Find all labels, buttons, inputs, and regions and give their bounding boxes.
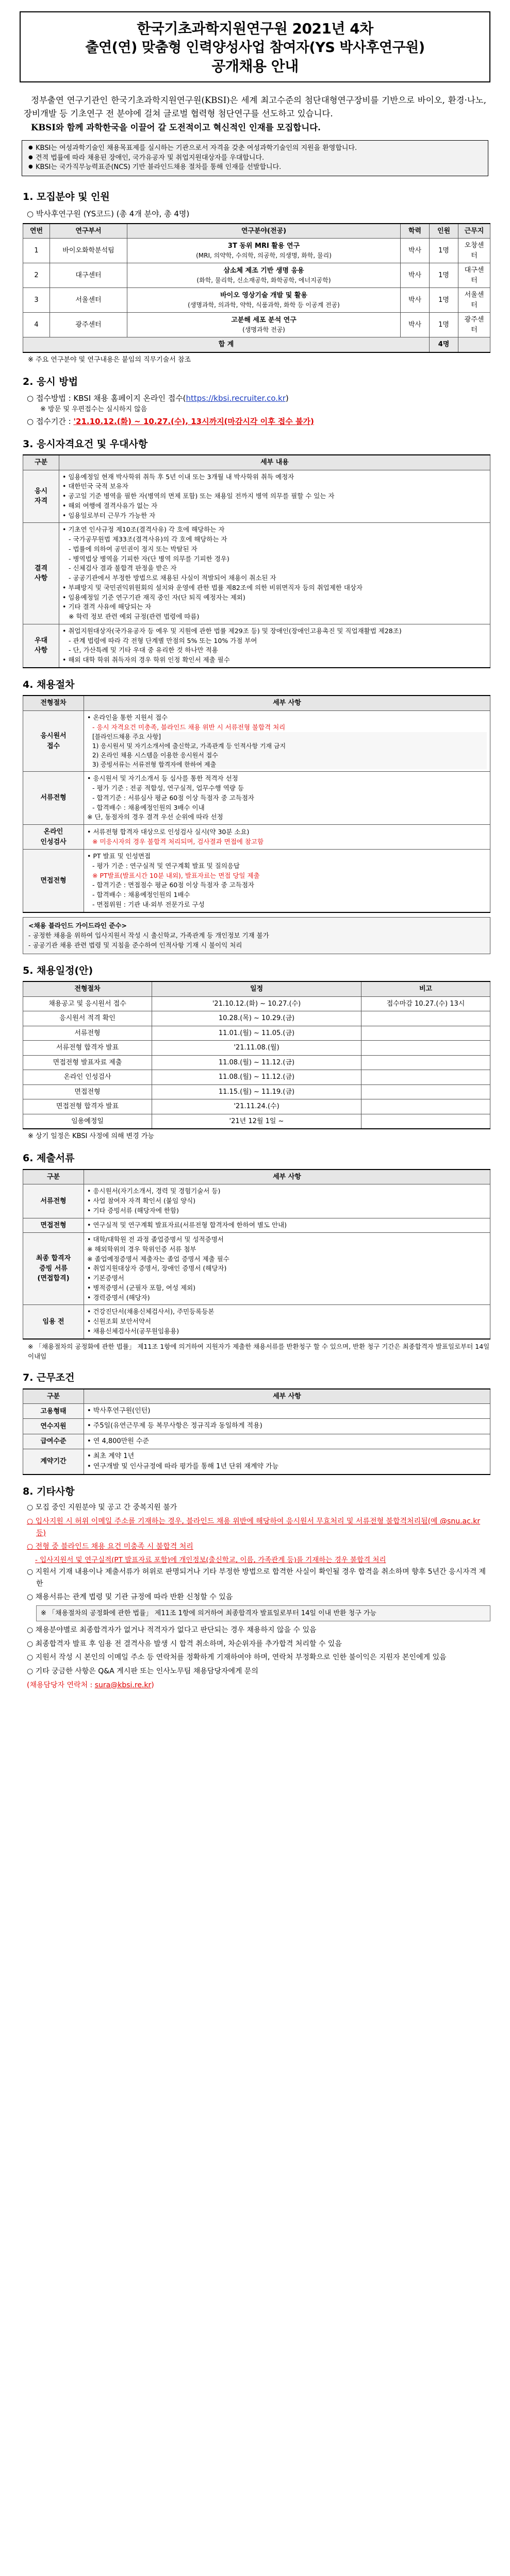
detail-line: - 평가 기준 : 연구실적 및 연구계획 발표 및 질의응답	[92, 861, 240, 870]
row-field: 3T 동위 MRI 활용 연구	[227, 242, 300, 250]
col-header: 학력	[401, 224, 430, 239]
schedule-note	[361, 1084, 490, 1099]
detail-line: • 온라인을 통한 지원서 접수	[87, 713, 168, 721]
col-header: 세부 사항	[84, 1389, 490, 1404]
contact-label: (채용담당자 연락처 :	[27, 1681, 95, 1689]
row-details	[59, 523, 490, 624]
table-row	[23, 263, 490, 288]
apply-method-text: ○ 접수방법 : KBSI 채용 홈페이지 온라인 접수(	[27, 394, 186, 403]
schedule-row	[23, 1026, 490, 1041]
schedule-note	[361, 1041, 490, 1056]
schedule-note	[361, 1070, 490, 1085]
row-details	[59, 470, 490, 523]
schedule-note	[361, 1055, 490, 1070]
row-details	[59, 624, 490, 668]
schedule-row	[23, 1084, 490, 1099]
detail-line: - 합격배수 : 채용예정인원의 3배수 이내	[92, 803, 205, 811]
row-department: 대구센터	[50, 263, 127, 288]
table-row	[23, 1449, 490, 1475]
intro-paragraph	[20, 94, 490, 135]
etc-item: ○ 채용서류는 관계 법령 및 기관 규정에 따라 반환 신청할 수 있음	[27, 1593, 233, 1602]
detail-line: • 해외 여행에 결격사유가 없는 자	[62, 501, 158, 510]
etc-item: ○ 지원서 기재 내용이나 제출서류가 허위로 판명되거나 기타 부정한 방법으로 합격한 사실이 확인될 경우 합격을 취소하며 향후 5년간 응시자격 제한	[27, 1568, 486, 1588]
detail-line: ※ PT발표(발표시간 10분 내외), 발표자료는 면접 당일 제출	[92, 871, 260, 879]
detail-line: - 신체검사 결과 불합격 판정을 받은 자	[69, 564, 177, 572]
schedule-date: '21년 12월 1일 ~	[152, 1114, 361, 1129]
detail-line: • 건강진단서(채용신체검사서), 주민등록등본	[87, 1308, 215, 1316]
row-field-cell	[127, 313, 401, 337]
row-field-cell	[127, 263, 401, 288]
etc-item: ○ 최종합격자 발표 후 임용 전 결격사유 발생 시 합격 취소하며, 차순위자를 추가합격 처리할 수 있음	[27, 1639, 342, 1648]
row-field-cell	[127, 239, 401, 263]
table-row	[23, 470, 490, 523]
detail-line: - 합격배수 : 채용예정인원의 1배수	[92, 891, 190, 899]
col-header: 세부 사항	[84, 696, 490, 710]
row-details	[84, 850, 490, 912]
row-category: 최종 합격자 증빙 서류 (면접합격)	[23, 1233, 84, 1305]
schedule-note	[361, 1011, 490, 1026]
row-category: 결격 사항	[23, 523, 59, 624]
detail-line: • 임용예정일 기준 연구기관 재직 중인 자(단 퇴직 예정자는 제외)	[62, 593, 245, 601]
row-details: • 주5일(유연근무제 등 복무사항은 정규직과 동일하게 적용)	[84, 1419, 490, 1434]
table-row	[23, 710, 490, 772]
table-row	[23, 1218, 490, 1233]
detail-line: • 사업 참여자 자격 확인서 (붙임 양식)	[87, 1197, 196, 1205]
row-category: 급여수준	[23, 1434, 84, 1449]
procedure-table	[23, 695, 490, 912]
contact-tail: )	[151, 1681, 154, 1689]
row-field-major: (생명과학 전공)	[242, 326, 285, 334]
apply-period-value: '21.10.12.(화) ~ 10.27.(수), 13시까지(마감시각 이후 접수 불가)	[73, 416, 314, 426]
recruit-site-link[interactable]: https://kbsi.recruiter.co.kr	[186, 394, 286, 403]
col-header: 세부 사항	[84, 1170, 490, 1184]
table-row	[23, 288, 490, 313]
table-row	[23, 850, 490, 912]
detail-line: • 기본증명서	[87, 1274, 124, 1282]
schedule-step: 채용공고 및 응시원서 접수	[23, 996, 152, 1011]
row-category: 고용형태	[23, 1404, 84, 1419]
section-title-apply-method: 2. 응시 방법	[23, 376, 78, 387]
etc-item: ○ 채용분야별로 최종합격자가 없거나 적격자가 없다고 판단되는 경우 채용하지 않을 수 있음	[27, 1626, 317, 1635]
row-field-major: (생명과학, 의과학, 약학, 식품과학, 화학 등 이공계 전공)	[188, 301, 340, 309]
table-row	[23, 825, 490, 850]
total-value: 4명	[430, 337, 458, 352]
table-row	[23, 1419, 490, 1434]
row-details	[84, 825, 490, 850]
table-row	[23, 1434, 490, 1449]
blind-guideline-title: <채용 블라인드 가이드라인 준수>	[28, 921, 127, 929]
table-row	[23, 1184, 490, 1218]
etc-item: ○ 지원서 작성 시 본인의 이메일 주소 등 연락처를 정확하게 기재하여야 하며, 연락처 부정확으로 인한 불이익은 지원자 본인에게 있음	[27, 1653, 447, 1662]
detail-line: ※ 해외학위의 경우 학위인증 서류 첨부	[87, 1245, 196, 1253]
col-header: 세부 내용	[59, 455, 490, 470]
row-details	[84, 1184, 490, 1218]
detail-line: - 합격기준 : 서류심사 평균 60점 이상 득점자 중 고득점자	[92, 793, 254, 802]
section-title-etc: 8. 기타사항	[23, 1485, 75, 1497]
qualification-table	[23, 454, 490, 668]
total-label: 합 계	[23, 337, 430, 352]
row-details	[84, 1233, 490, 1305]
schedule-row	[23, 1041, 490, 1056]
schedule-step: 면접전형 합격자 발표	[23, 1099, 152, 1114]
row-details: • 연 4,800만원 수준	[84, 1434, 490, 1449]
apply-method-line	[20, 392, 490, 404]
col-header: 인원	[430, 224, 458, 239]
row-category: 임용 전	[23, 1305, 84, 1339]
apply-period-label: ○ 접수기간 :	[27, 416, 74, 426]
row-field: 삼소체 제조 기반 생명 응용	[223, 266, 304, 275]
schedule-note: ※ 상기 일정은 KBSI 사정에 의해 변경 가능	[28, 1132, 154, 1141]
schedule-date: 10.28.(목) ~ 10.29.(금)	[152, 1011, 361, 1026]
detail-line: - 면접위원 : 기관 내·외부 전문가로 구성	[92, 900, 205, 908]
schedule-step: 서류전형	[23, 1026, 152, 1041]
row-category: 응시원서 접수	[23, 710, 84, 772]
row-education: 박사	[401, 239, 430, 263]
row-details	[84, 710, 490, 772]
detail-line: • 경력증명서 (해당자)	[87, 1293, 150, 1301]
section-title-procedure: 4. 채용절차	[23, 679, 75, 690]
detail-line: • 응시원서 및 자기소개서 등 심사를 통한 적격자 선정	[87, 774, 238, 783]
row-number: 2	[23, 263, 50, 288]
col-header: 구분	[23, 1170, 84, 1184]
row-category: 우대 사항	[23, 624, 59, 668]
detail-line: • 연구실적 및 연구계획 발표자료(서류전형 합격자에 한하여 별도 안내)	[87, 1221, 287, 1229]
row-details	[84, 1305, 490, 1339]
row-field-cell	[127, 288, 401, 313]
table-total-row	[23, 337, 490, 352]
detail-line: • 임용일로부터 근무가 가능한 자	[62, 511, 156, 519]
schedule-date: 11.08.(월) ~ 11.12.(금)	[152, 1055, 361, 1070]
schedule-date: 11.15.(월) ~ 11.19.(금)	[152, 1084, 361, 1099]
row-number: 4	[23, 313, 50, 337]
table-row	[23, 624, 490, 668]
col-header: 구분	[23, 1389, 84, 1404]
detail-line: • 병적증명서 (군필자 포함, 여성 제외)	[87, 1283, 196, 1292]
row-department: 바이오화학분석팀	[50, 239, 127, 263]
detail-line: ※ 학력 정보 관련 예외 규정(관련 법령에 따름)	[69, 613, 200, 620]
detail-line: ※ 미응시자의 경우 불합격 처리되며, 검사결과 면접에 참고함	[92, 837, 264, 845]
schedule-row	[23, 1011, 490, 1026]
col-header: 구분	[23, 455, 59, 470]
schedule-step: 서류전형 합격자 발표	[23, 1041, 152, 1056]
contact-line	[27, 1680, 490, 1691]
row-category: 응시 자격	[23, 470, 59, 523]
section-title-qualification: 3. 응시자격요건 및 우대사항	[23, 438, 148, 450]
detail-line: • 채용신체검사서(공무원임용용)	[87, 1327, 179, 1335]
table-row	[23, 523, 490, 624]
detail-line: • 기타 증빙서류 (해당자에 한함)	[87, 1206, 179, 1214]
recruit-field-note: ※ 주요 연구분야 및 연구내용은 붙임의 직무기술서 참조	[28, 355, 191, 364]
document-title-box	[20, 11, 490, 82]
row-field-major: (MRI, 의약학, 수의학, 의공학, 의생명, 화학, 물리)	[196, 252, 332, 260]
detail-line: • 대한민국 국적 보유자	[62, 482, 128, 490]
detail-line: 3) 증빙서류는 서류전형 합격자에 한하여 제출	[92, 760, 487, 769]
contact-email-link[interactable]: sura@kbsi.re.kr	[94, 1681, 152, 1689]
detail-line: - 병역법상 병역을 기피한 자(단 병역 의무를 기피한 경우)	[69, 554, 229, 563]
blind-guideline-line: - 공공기관 채용 관련 법령 및 지침을 준수하여 인적사항 기재 시 불이익 처리	[28, 941, 242, 950]
schedule-row	[23, 996, 490, 1011]
row-details	[84, 1218, 490, 1233]
detail-line: - 합격기준 : 면접점수 평균 60점 이상 득점자 중 고득점자	[92, 881, 254, 889]
section-title-recruit-field: 1. 모집분야 및 인원	[23, 191, 110, 203]
detail-line: - 법률에 의하여 공민권이 정지 또는 박탈된 자	[69, 545, 198, 553]
table-row	[23, 313, 490, 337]
notice-item: ● KBSI는 국가직무능력표준(NCS) 기반 블라인드채용 절차를 통해 인재를 선발합니다.	[28, 163, 482, 173]
detail-line: • 서류전형 합격자 대상으로 인성검사 실시(약 30분 소요)	[87, 827, 250, 836]
detail-line: • 부패방지 및 국민권익위원회의 설치와 운영에 관한 법률 제82조에 의한 비위면직자 등의 취업제한 대상자	[62, 583, 363, 591]
schedule-step: 임용예정일	[23, 1114, 152, 1129]
row-category: 서류전형	[23, 772, 84, 825]
row-field: 바이오 영상기술 개발 및 활용	[220, 291, 307, 299]
row-category: 면접전형	[23, 1218, 84, 1233]
schedule-step: 면접전형	[23, 1084, 152, 1099]
row-department: 서울센터	[50, 288, 127, 313]
col-header: 연번	[23, 224, 50, 239]
schedule-row	[23, 1055, 490, 1070]
row-count: 1명	[430, 239, 458, 263]
row-education: 박사	[401, 263, 430, 288]
detail-line: [블라인드채용 주요 사항]	[92, 732, 487, 741]
documents-remark: ※ 「채용절차의 공정화에 관한 법률」 제11조 1항에 의거하여 지원자가 제출한 채용서류를 반환청구 할 수 있으며, 반환 청구 기간은 최종합격자 발표일로부터 14일 이내임	[28, 1342, 490, 1360]
row-count: 1명	[430, 288, 458, 313]
row-category: 연수지원	[23, 1419, 84, 1434]
detail-line: • 응시원서(자기소개서, 경력 및 경험기술서 등)	[87, 1187, 221, 1195]
detail-line: - 응시 자격요건 미충족, 블라인드 채용 위반 시 서류전형 불합격 처리	[92, 723, 286, 731]
schedule-date: 11.08.(월) ~ 11.12.(금)	[152, 1070, 361, 1085]
detail-line: • 신원조회 보안서약서	[87, 1317, 151, 1326]
notice-item: ● KBSI는 여성과학기술인 채용목표제를 실시하는 기관으로서 자격을 갖춘 여성과학기술인의 지원을 환영합니다.	[28, 144, 482, 154]
detail-line: - 관계 법령에 따라 각 전형 단계별 만점의 5% 또는 10% 가점 부여	[69, 636, 257, 645]
intro-text-1: 정부출연 연구기관인 한국기초과학지원연구원(KBSI)은 세계 최고수준의 첨단대형연구장비를 기반으로 바이오, 환경·나노, 장비개발 등 기초연구 전 분야에 걸쳐 글로벌 협력형 첨단연구를 선도하고 있습니다.	[24, 95, 486, 119]
notice-item: ● 견적 법률에 따라 채용된 장애인, 국가유공자 및 취업지원대상자를 우대합니다.	[28, 154, 482, 163]
col-header: 전형절차	[23, 696, 84, 710]
detail-line: • 기초연 인사규정 제10조(결격사유) 각 호에 해당하는 자	[62, 526, 225, 534]
section-title-documents: 6. 제출서류	[23, 1153, 75, 1164]
table-row	[23, 1404, 490, 1419]
row-location: 서울센터	[458, 288, 490, 313]
blind-guideline-box	[23, 917, 490, 954]
col-header: 연구부서	[50, 224, 127, 239]
detail-line: ※ 단, 동점자의 경우 결격 우선 순위에 따라 선정	[87, 813, 223, 821]
detail-line: - 단, 가산특례 및 기타 우대 중 유리한 것 하나만 적용	[69, 646, 218, 654]
row-field: 고분해 세포 분석 연구	[231, 316, 297, 324]
schedule-date: '21.10.12.(화) ~ 10.27.(수)	[152, 996, 361, 1011]
detail-line: 1) 응시원서 및 자기소개서에 출신학교, 가족관계 등 인적사항 기재 금지	[92, 741, 487, 751]
detail-line: • 대학/대학원 전 과정 졸업증명서 및 성적증명서	[87, 1235, 224, 1244]
row-education: 박사	[401, 288, 430, 313]
etc-item: ○ 전형 중 블라인드 채용 요건 미충족 시 불합격 처리	[27, 1543, 193, 1551]
schedule-row	[23, 1114, 490, 1129]
col-header: 전형절차	[23, 981, 152, 996]
schedule-step: 응시원서 적격 확인	[23, 1011, 152, 1026]
detail-line: ※ 졸업예정증명서 제출자는 졸업 증명서 제출 필수	[87, 1255, 229, 1263]
table-row	[23, 239, 490, 263]
etc-item: ○ 모집 중인 지원분야 및 공고 간 중복지원 불가	[27, 1503, 177, 1512]
row-details: • 박사후연구원(인턴)	[84, 1404, 490, 1419]
row-category: 면접전형	[23, 850, 84, 912]
total-empty-cell	[458, 337, 490, 352]
row-category: 계약기간	[23, 1449, 84, 1475]
row-department: 광주센터	[50, 313, 127, 337]
schedule-note	[361, 1114, 490, 1129]
documents-table	[23, 1169, 490, 1340]
schedule-row	[23, 1099, 490, 1114]
table-row	[23, 1305, 490, 1339]
schedule-note	[361, 1099, 490, 1114]
blind-guideline-line: - 공정한 채용을 위하여 입사지원서 작성 시 출신학교, 가족관계 등 개인정보 기재 불가	[28, 931, 269, 939]
table-row	[23, 772, 490, 825]
notice-box-item: ※ 「채용절차의 공정화에 관한 법률」 제11조 1항에 의거하여 최종합격자 발표일로부터 14일 이내 반환 청구 가능	[36, 1605, 490, 1621]
detail-line: • 취업지원대상자(국가유공자 등 예우 및 지원에 관한 법률 제29조 등) 및 장애인(장애인고용촉진 및 직업재활법 제28조)	[62, 626, 402, 635]
notice-box	[22, 140, 488, 177]
apply-period-line	[20, 415, 490, 428]
schedule-date: '21.11.08.(월)	[152, 1041, 361, 1056]
detail-line: - 공공기관에서 부정한 방법으로 채용된 사실이 적발되어 채용이 취소된 자	[69, 574, 276, 582]
row-details	[84, 772, 490, 825]
title-line-2: 출연(연) 맞춤형 인력양성사업 참여자(YS 박사후연구원)	[85, 39, 425, 56]
detail-line: • 해외 대학 학위 취득자의 경우 학위 인정 확인서 제출 필수	[62, 656, 230, 664]
row-details: • 최초 계약 1년 • 연구개발 및 인사규정에 따라 평가를 통해 1년 단위 재계약 가능	[84, 1449, 490, 1475]
work-conditions-table	[23, 1388, 490, 1475]
row-category: 서류전형	[23, 1184, 84, 1218]
detail-line: - 평가 기준 : 전공 적합성, 연구실적, 업무수행 역량 등	[92, 784, 244, 792]
intro-text-2: KBSI와 함께 과학한국을 이끌어 갈 도전적이고 혁신적인 인재를 모집합니다.	[31, 122, 321, 132]
col-header: 근무지	[458, 224, 490, 239]
etc-sub-item: - 입사지원서 및 연구실적(PT 발표자료 포함)에 개인정보(출신학교, 이름, 가족관계 등)를 기재하는 경우 불합격 처리	[35, 1556, 386, 1565]
row-count: 1명	[430, 263, 458, 288]
apply-method-note: ※ 방문 및 우편접수는 실시하지 않음	[40, 405, 147, 414]
schedule-step: 면접전형 발표자료 제출	[23, 1055, 152, 1070]
schedule-table	[23, 981, 490, 1129]
title-line-3: 공개채용 안내	[211, 57, 299, 75]
col-header: 비고	[361, 981, 490, 996]
schedule-row	[23, 1070, 490, 1085]
detail-line: - 국가공무원법 제33조(결격사유)의 각 호에 해당하는 자	[69, 535, 227, 543]
row-location: 광주센터	[458, 313, 490, 337]
row-category: 온라인 인성검사	[23, 825, 84, 850]
row-count: 1명	[430, 313, 458, 337]
row-location: 오창센터	[458, 239, 490, 263]
schedule-date: '21.11.24.(수)	[152, 1099, 361, 1114]
row-number: 1	[23, 239, 50, 263]
schedule-date: 11.01.(월) ~ 11.05.(금)	[152, 1026, 361, 1041]
table-row	[23, 1233, 490, 1305]
detail-line: • 취업지원대상자 증명서, 장애인 증명서 (해당자)	[87, 1264, 227, 1273]
row-location: 대구센터	[458, 263, 490, 288]
detail-line: 2) 온라인 채용 시스템을 이용한 응시원서 접수	[92, 751, 487, 760]
row-education: 박사	[401, 313, 430, 337]
detail-line: • 공고일 기준 병역을 필한 자(병역의 면제 포함) 또는 채용일 전까지 병역 의무를 필할 수 있는 자	[62, 492, 335, 500]
apply-method-close: )	[285, 394, 289, 403]
row-field-major: (화학, 물리학, 신소재공학, 화학공학, 에너지공학)	[196, 277, 331, 284]
col-header: 일정	[152, 981, 361, 996]
etc-list	[20, 1502, 490, 1691]
detail-line: • PT 발표 및 인성면접	[87, 852, 151, 860]
col-header: 연구분야(전공)	[127, 224, 401, 239]
schedule-note: 접수마감 10.27.(수) 13시	[361, 996, 490, 1011]
section-title-schedule: 5. 채용일정(안)	[23, 964, 93, 976]
schedule-step: 온라인 인성검사	[23, 1070, 152, 1085]
recruit-field-table	[23, 223, 490, 353]
detail-line: • 임용예정일 현재 박사학위 취득 후 5년 이내 또는 3개월 내 박사학위 취득 예정자	[62, 472, 294, 481]
etc-item: ○ 기타 궁금한 사항은 Q&A 게시판 또는 인사노무팀 채용담당자에게 문의	[27, 1667, 258, 1676]
etc-item: ○ 입사지원 시 허위 이메일 주소를 기재하는 경우, 블라인드 채용 위반에 해당하여 응시원서 무효처리 및 서류전형 불합격처리됨(예 @snu.ac.kr 등)	[27, 1517, 481, 1537]
section-title-work-conditions: 7. 근무조건	[23, 1372, 75, 1384]
schedule-note	[361, 1026, 490, 1041]
row-number: 3	[23, 288, 50, 313]
detail-line: • 기타 결격 사유에 해당되는 자	[62, 603, 152, 611]
title-line-1: 한국기초과학지원연구원 2021년 4차	[137, 20, 373, 37]
recruit-summary: ○ 박사후연구원 (YS코드) (총 4개 분야, 총 4명)	[27, 209, 190, 218]
